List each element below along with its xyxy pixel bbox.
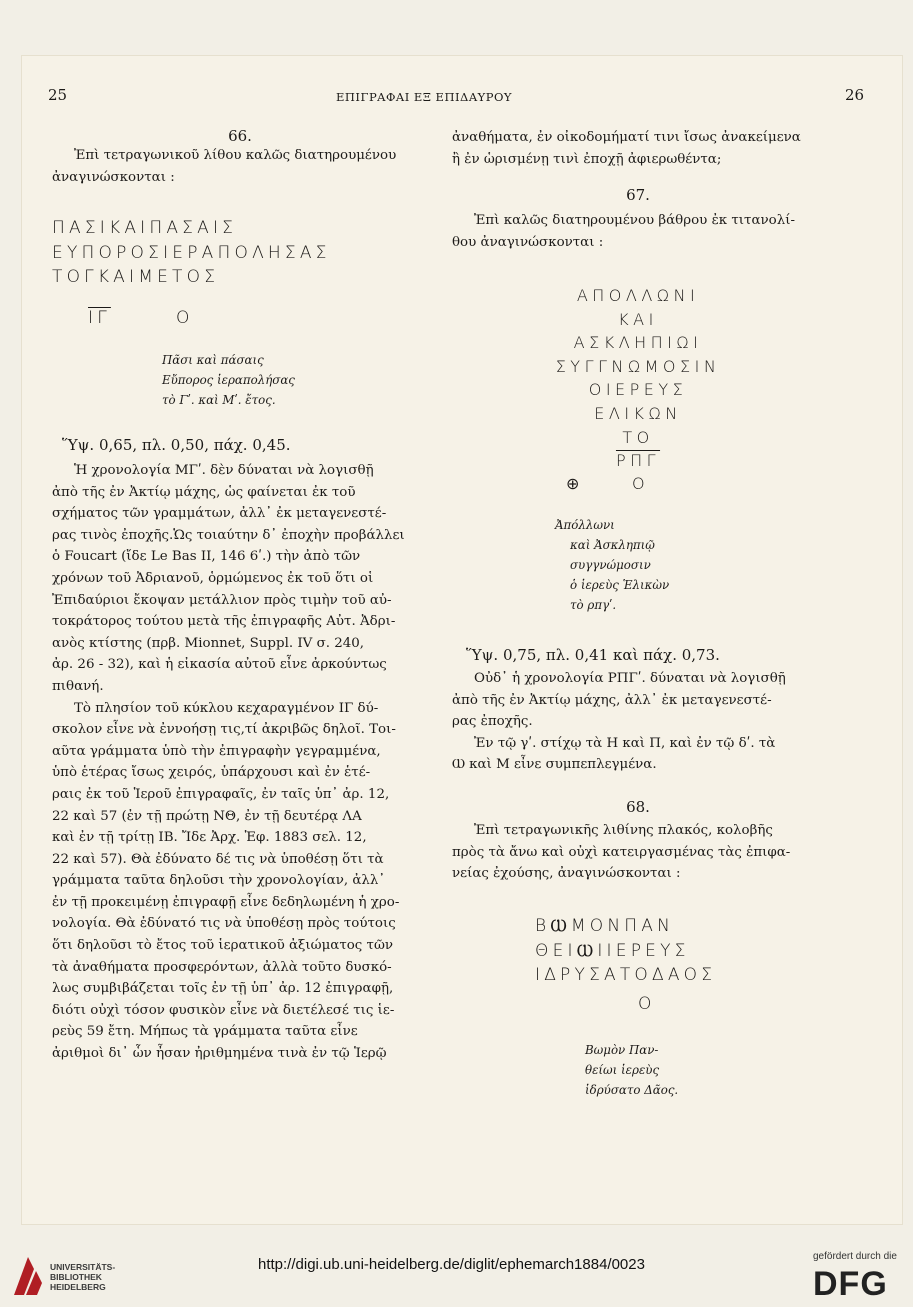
inscription-mark-crossed-circle: ⊕ <box>566 474 584 493</box>
inscription-mark-circle: Ο <box>638 994 656 1014</box>
translit-line: Εὔπορος ἱεραπολήσας <box>162 373 295 387</box>
text-line: ρεὺς 59 ἔτη. Μήπως τὰ γράμματα ταῦτα εἶνε <box>52 1024 358 1040</box>
text-line: ὁ Foucart (ἴδε Le Bas II, 146 6ʹ.) τὴν ἀπὸ τῶν <box>52 549 361 565</box>
inscription-line: ΤΟ <box>622 427 654 447</box>
text-line: Οὐδ᾽ ἡ χρονολογία ΡΠΓʹ. δύναται νὰ λογισθῇ <box>474 671 786 686</box>
text-line: καὶ ἐν τῇ τρίτῃ ΙΒ. Ἴδε Ἀρχ. Ἐφ. 1883 σελ. 12, <box>52 830 367 846</box>
intro-67-line: Ἐπὶ καλῶς διατηρουμένου βάθρου ἐκ τιτανολί- <box>474 213 795 228</box>
transliteration-68 <box>585 1040 785 1100</box>
text-line: ἀριθμοὶ δι᾽ ὧν ἦσαν ἠριθμημένα τινὰ ἐν τῷ Ἱερῷ <box>52 1046 387 1062</box>
inscription-67 <box>452 284 824 473</box>
inscription-line: ΕΥΠΟΡΟΣΙΕΡΑΠΟΛΗΣΑΣ <box>52 242 331 263</box>
inscription-line: ΣΥΓΓΝΩΜΟΣΙΝ <box>555 356 721 376</box>
text-line: νολογία. Θὰ ἐδύνατό τις νὰ ὑποθέσῃ πρὸς τούτοις <box>52 916 396 932</box>
text-line: Ἐπιδαύριοι ἔκοψαν μετάλλιον πρὸς τιμὴν τοῦ αὐ- <box>52 592 392 608</box>
text-line: Ἡ χρονολογία ΜΓʹ. δὲν δύναται νὰ λογισθῇ <box>74 463 374 478</box>
translit-line: τὸ Γʹ. καὶ Μʹ. ἔτος. <box>162 393 276 407</box>
text-line: ἀπὸ τῆς ἐν Ἀκτίῳ μάχης, ὡς φαίνεται ἐκ τοῦ <box>52 484 356 500</box>
inscription-line: ΠΑΣΙΚΑΙΠΑΣΑΙΣ <box>52 218 238 238</box>
university-library-name <box>50 1262 115 1292</box>
section-66-number: 66. <box>228 127 252 145</box>
text-line: τὰ ἀναθήματα προσφερόντων, ἀλλὰ τοῦτο δυσκό- <box>52 959 392 975</box>
text-line: σκολον εἶνε νὰ ἐννοήσῃ τις,τί ἀκριβῶς δηλοῖ. Τοι- <box>52 722 396 738</box>
text-line: ἀρ. 26 - 32), καὶ ἡ εἰκασία αὐτοῦ εἶνε ἀρκούντως <box>52 657 387 673</box>
translit-line: Ἀπόλλωνι <box>555 518 615 532</box>
intro-67-line: θου ἀναγινώσκονται : <box>452 234 604 250</box>
text-line: ραις ἐκ τοῦ Ἱεροῦ ἐπιγραφαῖς, ἐν ταῖς ὑπ᾽ ἀρ. 12, <box>52 786 390 802</box>
translit-line: Βωμὸν Παν- <box>585 1043 659 1057</box>
text-line: Ἐν τῷ γʹ. στίχῳ τὰ Η καὶ Π, καὶ ἐν τῷ δʹ. τὰ <box>474 735 776 751</box>
dfg-funding-note: gefördert durch die <box>813 1251 897 1262</box>
commentary-66 <box>52 460 428 1065</box>
inscription-line: ΚΑΙ <box>618 309 658 329</box>
text-line: αῦτα γράμματα ὑπὸ τὴν ἐπιγραφὴν γεγραμμένα, <box>52 743 381 759</box>
text-line: ἢ ἐν ὡρισμένῃ τινὶ ἐποχῇ ἀφιερωθέντα; <box>452 151 722 167</box>
inscription-66 <box>52 216 428 290</box>
inscription-line: ΘΕΙⲰΙΙΕΡΕΥΣ <box>535 940 690 961</box>
inscription-68 <box>535 914 815 988</box>
section-67-number: 67. <box>626 186 650 204</box>
section-67-head <box>452 186 824 253</box>
inscription-line: ΟΙΕΡΕΥΣ <box>588 380 688 400</box>
inscription-mark-circle: Ο <box>632 474 650 493</box>
inscription-mark-circle: Ο <box>176 308 194 328</box>
text-line: τοκράτορος τούτου μετὰ τῆς ἐπιγραφῆς Αὐτ. Ἀδρι- <box>52 614 396 630</box>
university-library-logo-icon <box>10 1251 46 1297</box>
intro-66-line: Ἐπὶ τετραγωνικοῦ λίθου καλῶς διατηρουμένου <box>74 148 397 163</box>
page-number-left: 25 <box>48 86 68 104</box>
running-title: ΕΠΙΓΡΑΦΑΙ ΕΞ ΕΠΙΔΑΥΡΟΥ <box>336 90 512 104</box>
text-line: διότι οὐχὶ τόσον φυσικὸν εἶνε νὰ διετέλεσέ τις ἱε- <box>52 1002 395 1018</box>
text-line: γράμματα ταῦτα δηλοῦσι τὴν χρονολογίαν, ἀλλ᾽ <box>52 873 386 889</box>
permalink-url[interactable]: http://digi.ub.uni-heidelberg.de/diglit/ephemarch1884/0023 <box>258 1256 645 1273</box>
intro-68-line: νείας ἐχούσης, ἀναγινώσκονται : <box>452 866 681 882</box>
right-column-top <box>452 127 824 170</box>
text-line: χρόνων τοῦ Ἀδριανοῦ, ὁρμώμενος ἐκ τοῦ ὅτι οἱ <box>52 570 374 586</box>
inscription-line: ΑΠΟΛΛΩΝΙ <box>576 286 700 305</box>
translit-line: θείωι ἱερεὺς <box>585 1063 660 1077</box>
text-line: ρας τινὸς ἐποχῆς.Ὡς τοιαύτην δ᾽ ἐποχὴν προβάλλει <box>52 527 405 543</box>
text-line: Ⲱ καὶ Μ εἶνε συμπεπλεγμένα. <box>452 757 657 773</box>
inscription-line: ΕΛΙΚΩΝ <box>594 403 682 423</box>
translit-line: Πᾶσι καὶ πάσαις <box>162 353 264 367</box>
text-line: ἀναθήματα, ἐν οἰκοδομήματί τινι ἴσως ἀνακείμενα <box>452 130 801 145</box>
inscription-line: ΒⲰΜΟΝΠΑΝ <box>535 916 675 936</box>
text-line: ρας ἐποχῆς. <box>452 714 533 730</box>
ub-line: BIBLIOTHEK <box>50 1272 102 1282</box>
text-line: σχήματος τῶν γραμμάτων, ἀλλ᾽ ἐκ μεταγενεστέ- <box>52 506 387 522</box>
translit-line: τὸ ρπγʹ. <box>570 598 617 612</box>
translit-line: καὶ Ἀσκληπιῷ <box>570 538 655 552</box>
dfg-logo: DFG <box>813 1265 888 1303</box>
text-line: 22 καὶ 57 (ἐν τῇ πρώτῃ ΝΘ, ἐν τῇ δευτέρᾳ ΛΑ <box>52 808 362 824</box>
ub-line: UNIVERSITÄTS- <box>50 1262 116 1272</box>
text-line: ἀπὸ τῆς ἐν Ἀκτίῳ μάχης, ἀλλ᾽ ἐκ μεταγενεστέ- <box>452 692 772 708</box>
translit-line: συγγνώμοσιν <box>570 558 651 572</box>
measures-66: Ὕψ. 0,65, πλ. 0,50, πάχ. 0,45. <box>62 436 291 454</box>
section-68-number: 68. <box>626 798 650 816</box>
inscription-mark-ig: $\overline{I\Gamma}$ <box>88 308 111 328</box>
transliteration-67 <box>555 515 770 615</box>
ub-line: HEIDELBERG <box>50 1282 106 1292</box>
transliteration-66 <box>162 350 362 410</box>
intro-68-line: Ἐπὶ τετραγωνικῆς λιθίνης πλακός, κολοβῆς <box>474 823 773 838</box>
text-line: λως συμβιβάζεται τοῖς ἐν τῇ ὑπ᾽ ἀρ. 12 ἐπιγραφῇ, <box>52 981 394 997</box>
section-68-head <box>452 798 824 885</box>
text-line: πιθανή. <box>52 678 104 694</box>
left-column <box>52 127 428 188</box>
inscription-line: ΤΟΓΚΑΙΜΕΤΟΣ <box>52 267 220 287</box>
translit-line: ἱδρύσατο Δᾶος. <box>585 1083 679 1097</box>
intro-66-line: ἀναγινώσκονται : <box>52 169 175 185</box>
text-line: ανὸς κτίστης (πρβ. Mionnet, Suppl. IV σ. 240, <box>52 635 365 651</box>
inscription-line: ΙΔΡΥΣΑΤΟΔΑΟΣ <box>535 965 717 985</box>
text-line: Τὸ πλησίον τοῦ κύκλου κεχαραγμένον ΙΓ δύ- <box>74 700 379 716</box>
text-line: ὑπὸ ἑτέρας ἴσως χειρός, ὑπάρχουσι καὶ ἐν ἑτέ- <box>52 765 371 781</box>
text-line: ὅτι δηλοῦσι τὸ ἔτος τοῦ ἱερατικοῦ ἀξιώματος τῶν <box>52 938 394 954</box>
commentary-67 <box>452 668 824 776</box>
viewer-footer <box>0 1239 913 1307</box>
text-line: ἐν τῇ προκειμένῃ ἐπιγραφῇ εἶνε δεδηλωμένη ἡ χρο- <box>52 894 400 910</box>
measures-67: Ὕψ. 0,75, πλ. 0,41 καὶ πάχ. 0,73. <box>466 646 720 664</box>
inscription-line: ΑΣΚΛΗΠΙΩΙ <box>573 333 703 353</box>
translit-line: ὁ ἱερεὺς Ἑλικὼν <box>570 578 670 592</box>
page-number-right: 26 <box>845 86 865 104</box>
text-line: 22 καὶ 57). Θὰ ἐδύνατο δέ τις νὰ ὑποθέσῃ ὅτι τὰ <box>52 851 384 867</box>
inscription-line: $\overline{P\Pi\Gamma}$ <box>615 451 661 471</box>
intro-68-line: πρὸς τὰ ἄνω καὶ οὐχὶ κατειργασμένας τὰς ἐπιφα- <box>452 844 791 860</box>
